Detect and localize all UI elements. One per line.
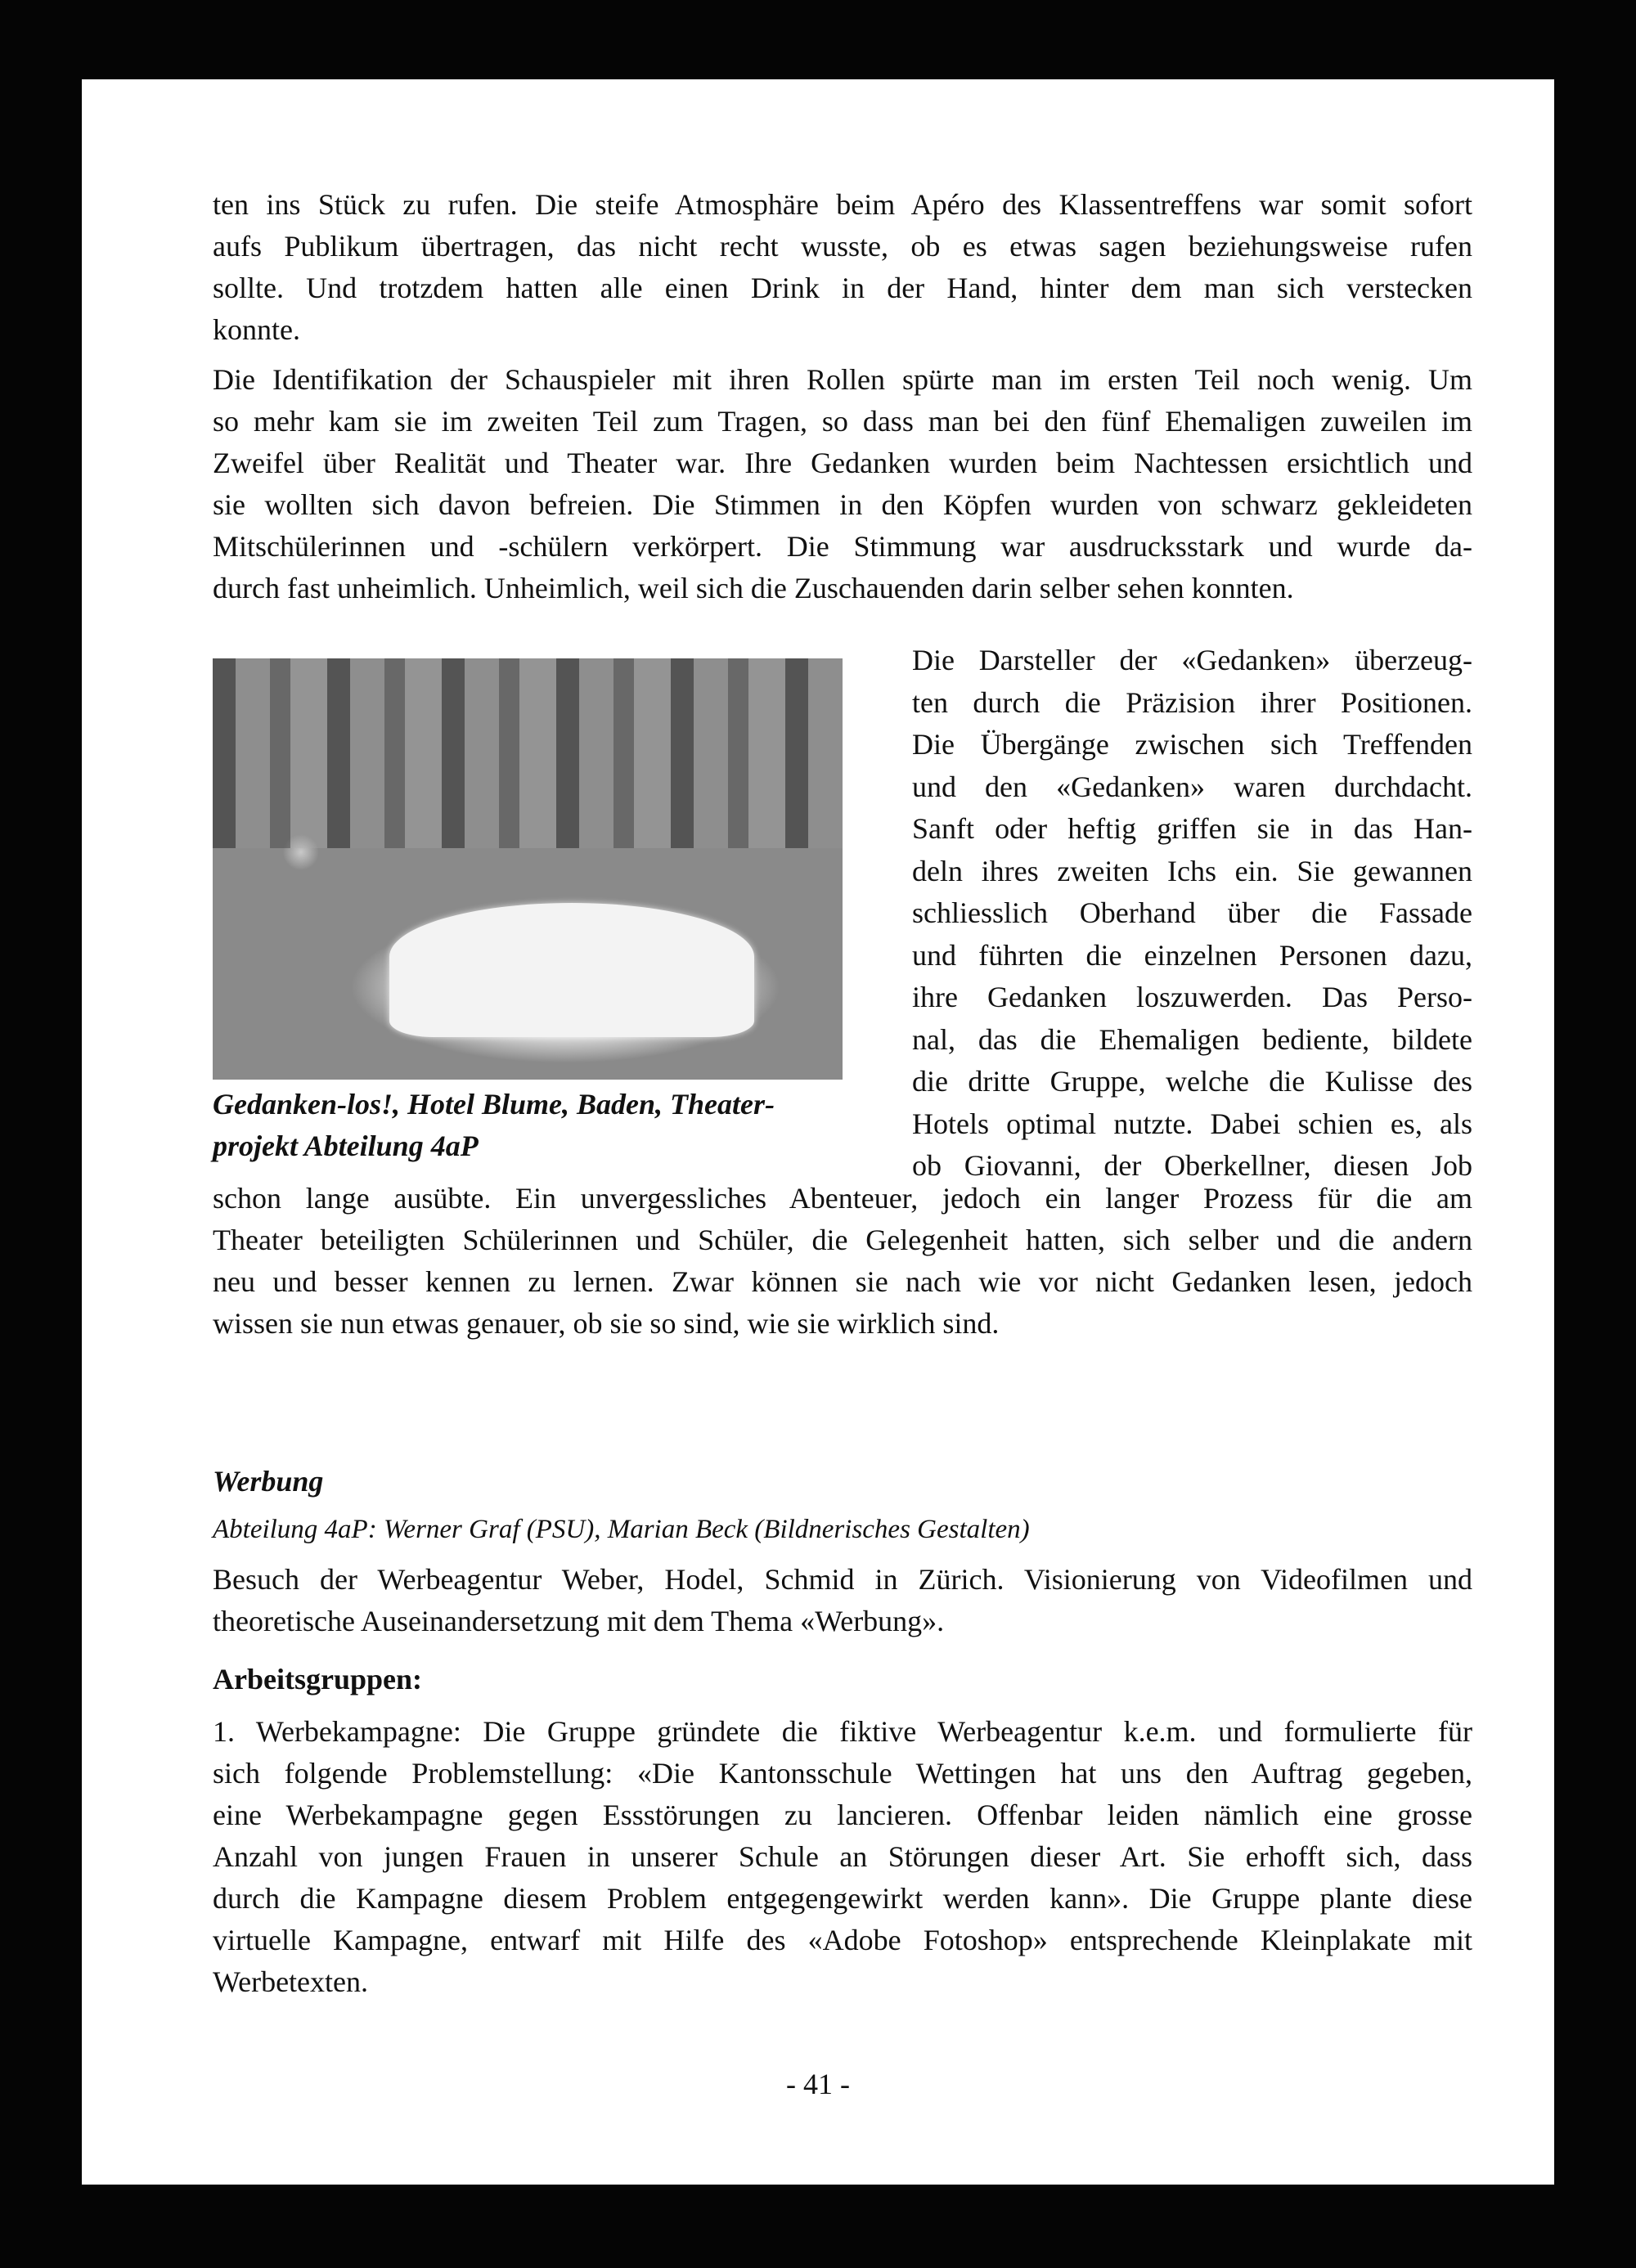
photo-caption <box>213 1084 851 1167</box>
text-line: aufs Publikum übertragen, das nicht recht wusste, ob es etwas sagen beziehungsweise rufen <box>213 230 1472 263</box>
text-line: Theater beteiligten Schülerinnen und Schüler, die Gelegenheit hatten, sich selber und die andern <box>213 1224 1472 1256</box>
group-photo <box>213 658 843 1080</box>
text-line: Zweifel über Realität und Theater war. Ihre Gedanken wurden beim Nachtessen ersichtlich und <box>213 447 1472 479</box>
text-line: Hotels optimal nutzte. Dabei schien es, als <box>912 1107 1472 1140</box>
caption-line: Gedanken-los!, Hotel Blume, Baden, Theater- <box>213 1088 775 1121</box>
text-line: so mehr kam sie im zweiten Teil zum Tragen, so dass man bei den fünf Ehemaligen zuweilen im <box>213 405 1472 438</box>
text-line: Die Darsteller der «Gedanken» überzeug- <box>912 644 1472 676</box>
subheading-arbeitsgruppen: Arbeitsgruppen: <box>213 1663 423 1695</box>
text-line: 1. Werbekampagne: Die Gruppe gründete die fiktive Werbeagentur k.e.m. und formulierte für <box>213 1715 1472 1748</box>
text-line: und den «Gedanken» waren durchdacht. <box>912 770 1472 803</box>
text-line: schon lange ausübte. Ein unvergessliches Abenteuer, jedoch ein langer Prozess für die am <box>213 1182 1472 1215</box>
text-line: ihre Gedanken loszuwerden. Das Perso- <box>912 981 1472 1013</box>
text-line: ob Giovanni, der Oberkellner, diesen Job <box>912 1149 1472 1182</box>
text-line: Anzahl von jungen Frauen in unserer Schule an Störungen dieser Art. Sie erhofft sich, dass <box>213 1840 1472 1873</box>
text-line: virtuelle Kampagne, entwarf mit Hilfe des «Adobe Fotoshop» entsprechende Kleinplakate mit <box>213 1924 1472 1956</box>
right-column-text <box>912 640 1472 1188</box>
text-line: schliesslich Oberhand über die Fassade <box>912 896 1472 929</box>
text-line: die dritte Gruppe, welche die Kulisse des <box>912 1065 1472 1098</box>
section-subtitle: Abteilung 4aP: Werner Graf (PSU), Marian Beck (Bildnerisches Gestalten) <box>213 1515 1030 1544</box>
text-line: Sanft oder heftig griffen sie in das Han- <box>912 812 1472 845</box>
text-line: ten ins Stück zu rufen. Die steife Atmosphäre beim Apéro des Klassentreffens war somit sofort <box>213 188 1472 221</box>
text-line: theoretische Auseinandersetzung mit dem Thema «Werbung». <box>213 1605 945 1637</box>
text-line: nal, das die Ehemaligen bediente, bildete <box>912 1022 1472 1056</box>
page-number: - 41 - <box>786 2068 850 2100</box>
text-line: Mitschülerinnen und -schülern verkörpert. Die Stimmung war ausdrucksstark und wurde da- <box>213 530 1472 563</box>
text-line: eine Werbekampagne gegen Essstörungen zu lancieren. Offenbar leiden nämlich eine grosse <box>213 1799 1472 1831</box>
text-line: deln ihres zweiten Ichs ein. Sie gewannen <box>912 854 1472 887</box>
text-line: wissen sie nun etwas genauer, ob sie so sind, wie sie wirklich sind. <box>213 1307 1000 1340</box>
text-line: sollte. Und trotzdem hatten alle einen Drink in der Hand, hinter dem man sich verstecken <box>213 272 1472 304</box>
caption-line: projekt Abteilung 4aP <box>213 1130 479 1162</box>
text-line: durch die Kampagne diesem Problem entgegengewirkt werden kann». Die Gruppe plante diese <box>213 1882 1472 1915</box>
section-heading-werbung: Werbung <box>213 1465 324 1498</box>
text-line: Die Übergänge zwischen sich Treffenden <box>912 728 1472 761</box>
paragraph-identification <box>213 359 1472 609</box>
paragraph-conclusion <box>213 1178 1472 1345</box>
item-werbekampagne <box>213 1711 1472 2003</box>
text-line: Werbetexten. <box>213 1965 369 1998</box>
text-line: sich folgende Problemstellung: «Die Kantonsschule Wettingen hat uns den Auftrag gegeben, <box>213 1757 1472 1790</box>
photo-image <box>213 658 843 1080</box>
text-line: Besuch der Werbeagentur Weber, Hodel, Schmid in Zürich. Visionierung von Videofilmen und <box>213 1563 1472 1596</box>
werbung-intro <box>213 1559 1472 1642</box>
text-line: Die Identifikation der Schauspieler mit ihren Rollen spürte man im ersten Teil noch wenig. Um <box>213 363 1472 396</box>
text-line: durch fast unheimlich. Unheimlich, weil sich die Zuschauenden darin selber sehen konnten. <box>213 572 1294 604</box>
text-line: und führten die einzelnen Personen dazu, <box>912 938 1472 972</box>
text-line: neu und besser kennen zu lernen. Zwar können sie nach wie vor nicht Gedanken lesen, jedoch <box>213 1265 1472 1298</box>
document-page <box>82 79 1554 2185</box>
text-line: ten durch die Präzision ihrer Positionen. <box>912 685 1472 719</box>
text-line: sie wollten sich davon befreien. Die Stimmen in den Köpfen wurden von schwarz gekleideten <box>213 488 1472 521</box>
text-line: konnte. <box>213 313 300 346</box>
paragraph-continuation <box>213 184 1472 351</box>
